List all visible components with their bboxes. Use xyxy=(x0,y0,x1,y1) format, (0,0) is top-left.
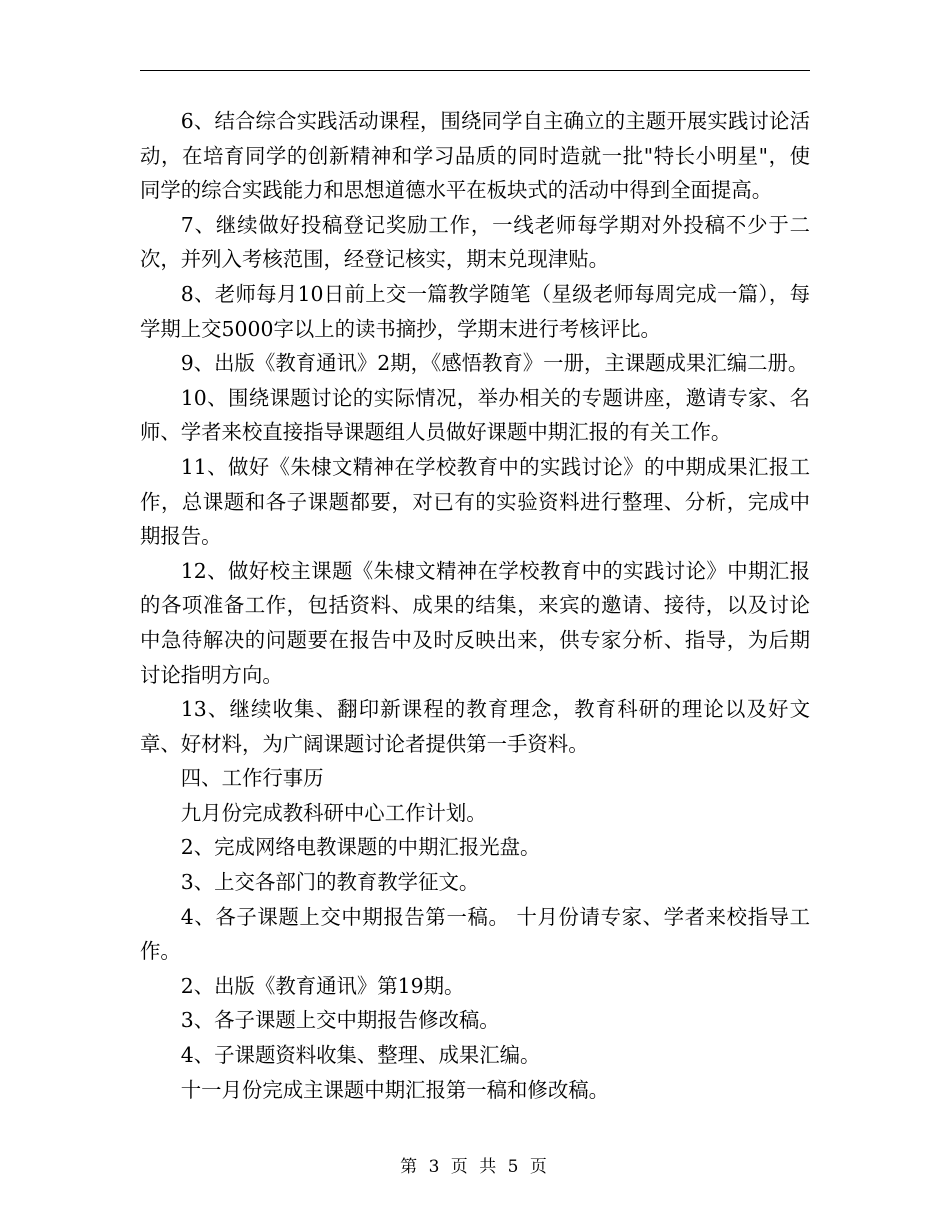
schedule-item: 3、各子课题上交中期报告修改稿。 xyxy=(180,1008,500,1033)
schedule-item: 2、出版《教育通讯》第19期。 xyxy=(180,973,465,998)
paragraph-item-13: 13、继续收集、翻印新课程的教育理念，教育科研的理论以及好文章、好材料，为广阔课题讨论者提供第一手资料。 xyxy=(140,697,810,756)
schedule-item: 3、上交各部门的教育教学征文。 xyxy=(180,870,480,895)
schedule-september: 九月份完成教科研中心工作计划。 xyxy=(180,800,487,825)
paragraph-item-8: 8、老师每月10日前上交一篇教学随笔（星级老师每周完成一篇），每学期上交5000字以上的读书摘抄，学期末进行考核评比。 xyxy=(140,281,810,341)
page-number-footer: 第 3 页 共 5 页 xyxy=(400,1157,550,1177)
schedule-item: 4、各子课题上交中期报告第一稿。 十月份请专家、学者来校指导工作。 xyxy=(140,904,810,964)
schedule-november: 十一月份完成主课题中期汇报第一稿和修改稿。 xyxy=(180,1077,609,1102)
paragraph-item-10: 10、围绕课题讨论的实际情况，举办相关的专题讲座，邀请专家、名师、学者来校直接指导课题组人员做好课题中期汇报的有关工作。 xyxy=(140,385,810,445)
schedule-item: 2、完成网络电教课题的中期汇报光盘。 xyxy=(180,835,541,860)
paragraph-item-6: 6、结合综合实践活动课程，围绕同学自主确立的主题开展实践讨论活动，在培育同学的创新精神和学习品质的同时造就一批"特长小明星"，使同学的综合实践能力和思想道德水平在板块式的活动中得到全面提高。 xyxy=(140,109,810,203)
paragraph-item-11: 11、做好《朱棣文精神在学校教育中的实践讨论》的中期成果汇报工作，总课题和各子课题都要，对已有的实验资料进行整理、分析，完成中期报告。 xyxy=(140,454,810,549)
paragraph-item-7: 7、继续做好投稿登记奖励工作，一线老师每学期对外投稿不少于二次，并列入考核范围，经登记核实，期末兑现津贴。 xyxy=(140,212,810,272)
paragraph-item-9: 9、出版《教育通讯》2期，《感悟教育》一册，主课题成果汇编二册。 xyxy=(180,351,809,376)
section-heading: 四、工作行事历 xyxy=(180,766,324,791)
document-body xyxy=(140,104,810,1107)
header-rule xyxy=(140,70,810,71)
paragraph-item-12: 12、做好校主课题《朱棣文精神在学校教育中的实践讨论》中期汇报的各项准备工作，包括资料、成果的结集，来宾的邀请、接待，以及讨论中急待解决的问题要在报告中及时反映出来，供专家分析、指导，为后期讨论指明方向。 xyxy=(140,558,810,687)
schedule-item: 4、子课题资料收集、整理、成果汇编。 xyxy=(180,1043,541,1068)
